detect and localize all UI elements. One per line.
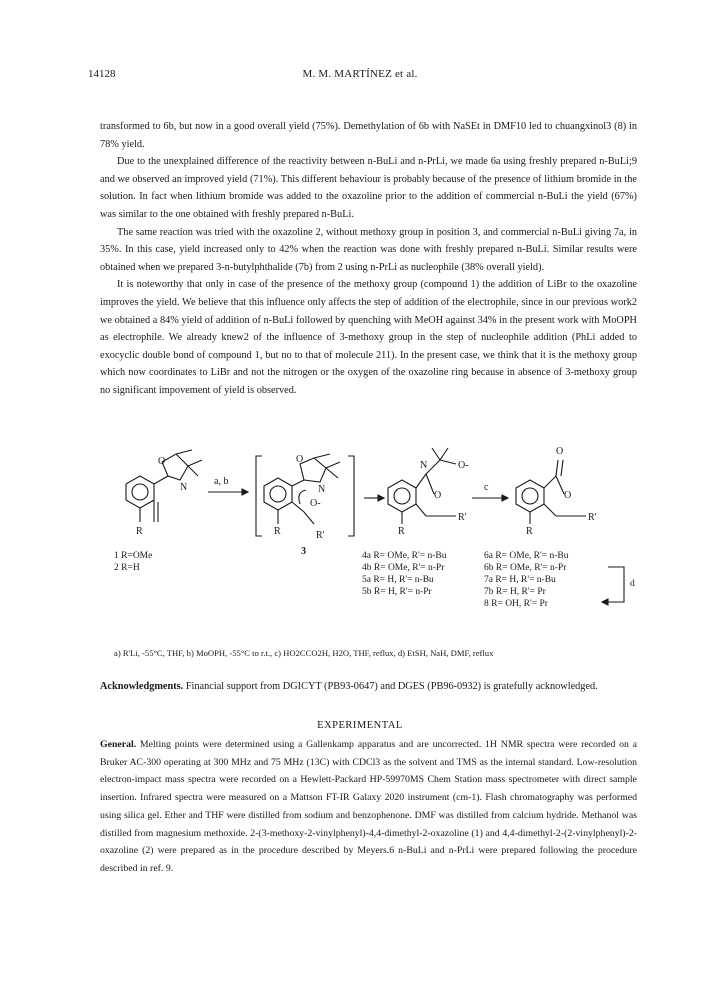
compound-6b-label: 6b R= OMe, R'= n-Pr: [484, 563, 567, 573]
scheme-r-prime-3: R': [316, 530, 325, 541]
compound-5b-label: 5b R= H, R'= n-Pr: [362, 587, 432, 597]
compound-4a-label: 4a R= OMe, R'= n-Bu: [362, 551, 447, 561]
scheme-atom-o-1: O: [158, 456, 166, 467]
general-text: Melting points were determined using a Gallenkamp apparatus and are uncorrected. 1H NMR spectra were recorded on a Bruker AC-300 operating at 300 MHz and 75 MHz (13C) with CDCl3 as the solvent and TMS as the internal standard. Low-resolution electron-impact mass spectra were recorded on a Hewlett-Packard HP-59970MS Chem Station mass spectrometer with direct sample insertion. Infrared spectra were measured on a Mattson FT-IR Galaxy 2020 instrument (cm-1). Flash chromatography was performed using silica gel. Ether and THF were distilled from sodium and benzophenone. DMF was distilled from calcium hydride. Methanol was distilled from magnesium methoxide. 2-(3-methoxy-2-vinylphenyl)-4,4-dimethyl-2-oxazoline (1) and 4,4-dimethyl-2-(2-vinylphenyl)-2-oxazoline (2) were prepared as in the procedure described by Meyers.6 n-BuLi and n-PrLi were prepared following the procedure described in ref. 9.: [100, 739, 637, 874]
experimental-title: EXPERIMENTAL: [317, 720, 403, 731]
compound-1-label: 1 R=OMe: [114, 551, 153, 561]
structure-6-7: [516, 446, 597, 537]
compound-8-label: 8 R= OH, R'= Pr: [484, 599, 548, 609]
paragraph-2: Due to the unexplained difference of the reactivity between n-BuLi and n-PrLi, we made 6a using freshly prepared n-BuLi;9 and we observed an improved yield (71%). This different behaviour is probably because of the presence of lithium bromide in the solution. In fact when lithium bromide was added to the oxazoline prior to the addition of commercial n-BuLi the yield (67%) was similar to the one obtained with freshly prepared n-BuLi.: [100, 156, 637, 220]
reaction-scheme: [100, 440, 640, 645]
acknowledgments: [100, 680, 637, 693]
compound-4b-label: 4b R= OMe, R'= n-Pr: [362, 563, 445, 573]
running-head: M. M. MARTÍNEZ et al.: [302, 68, 418, 80]
scheme-atom-n-3: N: [318, 484, 326, 495]
scheme-atom-o-6a: O: [556, 446, 564, 457]
arrow-ab-head: [242, 489, 248, 495]
structure-3: [256, 454, 354, 557]
page-number: 14128: [88, 68, 116, 80]
compound-7b-label: 7b R= H, R'= Pr: [484, 587, 546, 597]
compound-5a-label: 5a R= H, R'= n-Bu: [362, 575, 434, 585]
paragraph-4: It is noteworthy that only in case of the presence of the methoxy group (compound 1) the addition of LiBr to the oxazoline improves the yield. We believe that this influence only affects the step of addition of the electrophile, since in our previous work2 we obtained a 84% yield of addition of n-BuLi followed by quenching with MeOH against 34% in the present work with MoOPH as electrophile. We already knew2 of the influence of 3-methoxy group in the step of nucleophile addition (PhLi added to exocyclic double bond of compound 1, but no to that of molecule 211). In the present case, we think that it is the methoxy group which now coordinates to LiBr and not the nitrogen or the oxygen of the oxazoline ring because in absence of 3-methoxy group no significant impovement of yield is observed.: [100, 279, 637, 396]
acknowledgments-text: Financial support from DGICYT (PB93-0647) and DGES (PB96-0932) is gratefully acknowledged.: [183, 681, 598, 692]
scheme-atom-o-4: O: [434, 490, 442, 501]
paragraph-1: transformed to 6b, but now in a good overall yield (75%). Demethylation of 6b with NaSEt in DMF10 led to chuangxinol3 (8) in 78% yield.: [100, 121, 637, 150]
experimental-general: [100, 736, 637, 878]
acknowledgments-label: Acknowledgments.: [100, 681, 184, 692]
paragraph-3: The same reaction was tried with the oxazoline 2, without methoxy group in position 3, and commercial n-BuLi giving 7a, in 35%. In this case, yield increased only to 42% when the reaction was done with freshly prepared n-BuLi. Similar results were obtained when we prepared 3-n-butylphthalide (7b) from 2 using n-PrLi as nucleophile (38% overall yield).: [100, 226, 637, 273]
scheme-atom-n-4: N: [420, 460, 428, 471]
general-label: General.: [100, 739, 137, 750]
scheme-atom-o-3b: O-: [310, 498, 321, 509]
body-text: [100, 118, 637, 400]
structure-4-5: [388, 448, 469, 537]
structure-1-2: [126, 450, 202, 537]
scheme-r-1: R: [136, 526, 143, 537]
scheme-atom-o-minus-4: O-: [458, 460, 469, 471]
scheme-r-prime-4: R': [458, 512, 467, 523]
compound-6a-label: 6a R= OMe, R'= n-Bu: [484, 551, 569, 561]
scheme-atom-n-1: N: [180, 482, 188, 493]
compound-2-label: 2 R=H: [114, 563, 140, 573]
scheme-r-6: R: [526, 526, 533, 537]
compound-7a-label: 7a R= H, R'= n-Bu: [484, 575, 556, 585]
arrow-d-label: d: [630, 579, 635, 589]
scheme-r-prime-6: R': [588, 512, 597, 523]
scheme-atom-o-3a: O: [296, 454, 304, 465]
scheme-caption: a) R'Li, -55°C, THF, b) MoOPH, -55°C to r.t., c) HO2CCO2H, H2O, THF, reflux, d) EtSH, NaH, DMF, reflux: [114, 648, 494, 658]
scheme-r-4: R: [398, 526, 405, 537]
compound-3-label: 3: [301, 546, 306, 557]
scheme-r-3: R: [274, 526, 281, 537]
arrow-d-head: [602, 599, 608, 605]
scheme-atom-o-6b: O: [564, 490, 572, 501]
arrow-c-label: c: [484, 482, 489, 493]
arrow-ab-label: a, b: [214, 476, 229, 487]
arrow-d-bracket: [608, 567, 624, 602]
